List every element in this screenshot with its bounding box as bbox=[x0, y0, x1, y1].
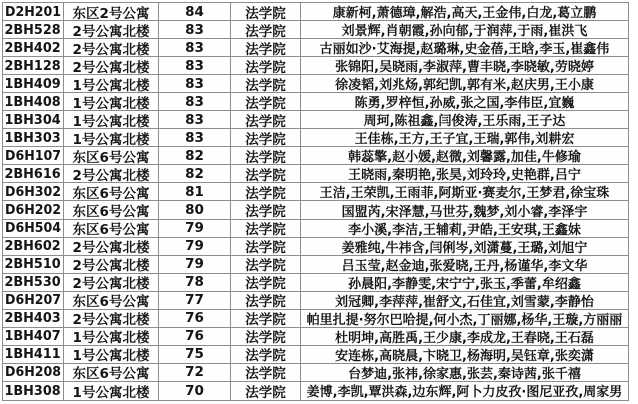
building-cell-text: 1号公寓北楼 bbox=[72, 348, 150, 363]
score-cell bbox=[159, 93, 231, 110]
building-cell bbox=[64, 3, 159, 20]
building-cell-text: 2号公寓北楼 bbox=[72, 41, 150, 57]
residents-names-cell-text: 徐凌韬,刘兆炀,郭纪凯,郭有米,赵庆男,王小康 bbox=[335, 78, 594, 93]
score-cell bbox=[159, 75, 231, 92]
table-row bbox=[3, 201, 628, 219]
building-cell-text: 2号公寓北楼 bbox=[72, 23, 150, 39]
college-cell bbox=[231, 292, 301, 309]
residents-names-cell-text: 姜雅纯,牛祎含,闫俐岑,刘潇蔓,王璐,刘旭宁 bbox=[341, 240, 588, 255]
college-cell-text: 法学院 bbox=[245, 131, 286, 147]
table-row bbox=[3, 75, 628, 93]
score-cell-text: 81 bbox=[185, 183, 204, 200]
college-cell-text: 法学院 bbox=[245, 312, 286, 327]
score-cell-text: 76 bbox=[185, 310, 204, 327]
dorm-score-table bbox=[2, 2, 629, 401]
college-cell-text: 法学院 bbox=[245, 222, 286, 237]
building-cell-text: 1号公寓北楼 bbox=[72, 330, 150, 345]
residents-names-cell bbox=[301, 183, 628, 200]
score-cell-text: 72 bbox=[185, 364, 204, 381]
table-row bbox=[3, 328, 628, 346]
score-cell bbox=[159, 382, 231, 400]
building-cell-text: 1号公寓北楼 bbox=[72, 384, 150, 400]
building-cell-text: 东区6号公寓 bbox=[72, 185, 150, 201]
score-cell-text: 76 bbox=[185, 328, 204, 345]
room-code-cell bbox=[3, 328, 64, 345]
score-cell bbox=[159, 183, 231, 200]
table-row bbox=[3, 346, 628, 364]
room-code-cell bbox=[3, 39, 64, 56]
college-cell-text: 法学院 bbox=[245, 384, 286, 400]
residents-names-cell bbox=[301, 201, 628, 218]
room-code-cell bbox=[3, 75, 64, 92]
college-cell-text: 法学院 bbox=[245, 23, 286, 39]
building-cell bbox=[64, 93, 159, 110]
room-code-cell-text: 1BH409 bbox=[4, 75, 62, 92]
score-cell bbox=[159, 292, 231, 309]
building-cell bbox=[64, 328, 159, 345]
score-cell bbox=[159, 111, 231, 128]
residents-names-cell-text: 陈勇,罗梓恒,孙威,张之国,李伟臣,宜巍 bbox=[354, 96, 575, 111]
score-cell bbox=[159, 39, 231, 56]
residents-names-cell bbox=[301, 147, 628, 164]
college-cell-text: 法学院 bbox=[245, 77, 286, 93]
college-cell bbox=[231, 274, 301, 291]
college-cell bbox=[231, 93, 301, 110]
building-cell bbox=[64, 129, 159, 146]
score-cell-text: 83 bbox=[185, 21, 204, 38]
building-cell bbox=[64, 111, 159, 128]
score-cell-text: 82 bbox=[185, 147, 204, 164]
building-cell-text: 2号公寓北楼 bbox=[72, 312, 150, 327]
room-code-cell bbox=[3, 57, 64, 74]
college-cell bbox=[231, 165, 301, 182]
table-row bbox=[3, 183, 628, 201]
residents-names-cell-text: 帕里扎提·努尔巴哈提,何小杰,丁丽娜,杨华,王璇,方丽丽 bbox=[306, 312, 623, 327]
residents-names-cell bbox=[301, 220, 628, 237]
table-row bbox=[3, 292, 628, 310]
building-cell bbox=[64, 201, 159, 218]
residents-names-cell-text: 杜明坤,高胜禹,王少康,李成龙,王春晓,王石磊 bbox=[335, 330, 594, 345]
score-cell-text: 75 bbox=[185, 346, 204, 363]
table-row bbox=[3, 274, 628, 292]
room-code-cell-text: D6H302 bbox=[4, 183, 62, 200]
building-cell-text: 1号公寓北楼 bbox=[72, 77, 150, 93]
residents-names-cell bbox=[301, 274, 628, 291]
residents-names-cell bbox=[301, 238, 628, 255]
college-cell-text: 法学院 bbox=[245, 240, 286, 255]
residents-names-cell bbox=[301, 57, 628, 74]
room-code-cell-text: 1BH411 bbox=[4, 346, 62, 363]
residents-names-cell-text: 周珂,陈祖鑫,闫俊涛,王乐雨,王子达 bbox=[363, 114, 566, 129]
score-cell bbox=[159, 346, 231, 363]
residents-names-cell bbox=[301, 75, 628, 92]
building-cell-text: 东区6号公寓 bbox=[72, 294, 150, 309]
room-code-cell-text: D6H107 bbox=[4, 147, 62, 164]
building-cell bbox=[64, 364, 159, 381]
score-cell bbox=[159, 310, 231, 327]
score-cell bbox=[159, 57, 231, 74]
building-cell-text: 2号公寓北楼 bbox=[72, 240, 150, 255]
residents-names-cell-text: 王晓雨,秦明艳,张昊,刘玲玲,史艳群,吕宁 bbox=[348, 168, 581, 183]
building-cell bbox=[64, 147, 159, 164]
table-row bbox=[3, 39, 628, 57]
college-cell bbox=[231, 382, 301, 400]
college-cell-text: 法学院 bbox=[245, 149, 286, 165]
building-cell bbox=[64, 165, 159, 182]
college-cell-text: 法学院 bbox=[245, 59, 286, 75]
college-cell bbox=[231, 310, 301, 327]
building-cell bbox=[64, 39, 159, 56]
residents-names-cell-text: 康新柯,萧德璋,解浩,高天,王金伟,白龙,葛立鹏 bbox=[332, 6, 597, 21]
building-cell-text: 1号公寓北楼 bbox=[72, 95, 150, 111]
building-cell bbox=[64, 274, 159, 291]
room-code-cell-text: D6H208 bbox=[4, 364, 62, 381]
building-cell bbox=[64, 21, 159, 38]
building-cell bbox=[64, 75, 159, 92]
room-code-cell bbox=[3, 3, 64, 20]
room-code-cell bbox=[3, 256, 64, 273]
room-code-cell bbox=[3, 21, 64, 38]
building-cell bbox=[64, 346, 159, 363]
residents-names-cell-text: 李小溪,李洁,王辅莉,尹皓,王安琪,王鑫妹 bbox=[348, 222, 581, 237]
room-code-cell bbox=[3, 147, 64, 164]
building-cell-text: 东区2号公寓 bbox=[72, 5, 150, 21]
college-cell-text: 法学院 bbox=[245, 348, 286, 363]
college-cell-text: 法学院 bbox=[245, 366, 286, 381]
score-cell-text: 80 bbox=[185, 202, 204, 218]
residents-names-cell bbox=[301, 21, 628, 38]
residents-names-cell-text: 刘景辉,肖朝霞,孙向郁,于润萍,于雨,崔洪飞 bbox=[341, 24, 588, 39]
building-cell-text: 2号公寓北楼 bbox=[72, 167, 150, 183]
table-row bbox=[3, 364, 628, 382]
residents-names-cell bbox=[301, 364, 628, 381]
score-cell bbox=[159, 129, 231, 146]
building-cell bbox=[64, 292, 159, 309]
table-row bbox=[3, 238, 628, 256]
college-cell-text: 法学院 bbox=[245, 5, 286, 21]
score-cell bbox=[159, 165, 231, 182]
college-cell-text: 法学院 bbox=[245, 276, 286, 291]
score-cell bbox=[159, 364, 231, 381]
college-cell bbox=[231, 75, 301, 92]
residents-names-cell bbox=[301, 382, 628, 400]
residents-names-cell bbox=[301, 292, 628, 309]
room-code-cell-text: D6H202 bbox=[4, 202, 62, 218]
building-cell-text: 2号公寓北楼 bbox=[72, 258, 150, 273]
college-cell-text: 法学院 bbox=[245, 330, 286, 345]
room-code-cell-text: 2BH528 bbox=[4, 21, 62, 38]
room-code-cell bbox=[3, 201, 64, 218]
college-cell-text: 法学院 bbox=[245, 258, 286, 273]
college-cell-text: 法学院 bbox=[245, 294, 286, 309]
residents-names-cell bbox=[301, 3, 628, 20]
college-cell bbox=[231, 183, 301, 200]
room-code-cell bbox=[3, 93, 64, 110]
college-cell bbox=[231, 39, 301, 56]
score-cell bbox=[159, 238, 231, 255]
residents-names-cell-text: 姜博,李凯,覃洪森,边东辉,阿卜力皮孜·图尼亚孜,周家男 bbox=[306, 385, 623, 400]
residents-names-cell-text: 张锦阳,吴晓雨,李淑萍,曹丰晓,李晓敏,劳晓婷 bbox=[335, 60, 594, 75]
room-code-cell bbox=[3, 220, 64, 237]
residents-names-cell bbox=[301, 39, 628, 56]
table-row bbox=[3, 129, 628, 147]
building-cell-text: 东区6号公寓 bbox=[72, 366, 150, 381]
room-code-cell-text: 2BH403 bbox=[4, 310, 62, 327]
residents-names-cell bbox=[301, 328, 628, 345]
table-row bbox=[3, 310, 628, 328]
score-cell-text: 79 bbox=[185, 220, 204, 237]
residents-names-cell-text: 王洁,王荣凯,王雨菲,阿斯亚·赛麦尔,王梦君,徐宝珠 bbox=[319, 186, 610, 201]
college-cell bbox=[231, 111, 301, 128]
residents-names-cell bbox=[301, 111, 628, 128]
room-code-cell bbox=[3, 238, 64, 255]
score-cell bbox=[159, 21, 231, 38]
room-code-cell bbox=[3, 292, 64, 309]
building-cell bbox=[64, 382, 159, 400]
table-row bbox=[3, 3, 628, 21]
building-cell-text: 东区6号公寓 bbox=[72, 222, 150, 237]
room-code-cell bbox=[3, 364, 64, 381]
room-code-cell-text: 2BH128 bbox=[4, 57, 62, 74]
college-cell bbox=[231, 256, 301, 273]
score-cell-text: 70 bbox=[185, 382, 204, 399]
college-cell-text: 法学院 bbox=[245, 185, 286, 201]
college-cell bbox=[231, 220, 301, 237]
college-cell bbox=[231, 3, 301, 20]
building-cell-text: 东区6号公寓 bbox=[72, 204, 150, 219]
residents-names-cell bbox=[301, 165, 628, 182]
room-code-cell-text: D6H504 bbox=[4, 220, 62, 237]
table-row bbox=[3, 382, 628, 400]
score-cell-text: 77 bbox=[185, 292, 204, 309]
room-code-cell-text: 1BH308 bbox=[4, 382, 62, 399]
score-cell-text: 82 bbox=[185, 165, 204, 182]
score-cell-text: 83 bbox=[185, 129, 204, 146]
college-cell-text: 法学院 bbox=[245, 204, 286, 219]
room-code-cell bbox=[3, 346, 64, 363]
college-cell bbox=[231, 238, 301, 255]
table-row bbox=[3, 21, 628, 39]
room-code-cell-text: 1BH407 bbox=[4, 328, 62, 345]
building-cell bbox=[64, 57, 159, 74]
score-cell bbox=[159, 256, 231, 273]
table-row bbox=[3, 111, 628, 129]
building-cell-text: 1号公寓北楼 bbox=[72, 131, 150, 147]
college-cell bbox=[231, 328, 301, 345]
score-cell-text: 83 bbox=[185, 111, 204, 128]
room-code-cell-text: 1BH304 bbox=[4, 111, 62, 128]
table-row bbox=[3, 147, 628, 165]
score-cell bbox=[159, 3, 231, 20]
college-cell bbox=[231, 346, 301, 363]
residents-names-cell-text: 刘冠卿,李萍萍,崔舒文,石佳宜,刘雪蒙,李静怡 bbox=[335, 294, 594, 309]
college-cell bbox=[231, 201, 301, 218]
room-code-cell bbox=[3, 310, 64, 327]
table-row bbox=[3, 165, 628, 183]
score-cell-text: 79 bbox=[185, 238, 204, 255]
room-code-cell-text: D2H201 bbox=[4, 3, 62, 20]
building-cell-text: 2号公寓北楼 bbox=[72, 59, 150, 75]
room-code-cell-text: 1BH303 bbox=[4, 129, 62, 146]
score-cell-text: 79 bbox=[185, 256, 204, 273]
room-code-cell bbox=[3, 382, 64, 400]
building-cell bbox=[64, 220, 159, 237]
residents-names-cell-text: 安连栋,高晓晨,卞晓卫,杨海明,吴钰章,张奕潇 bbox=[335, 348, 594, 363]
college-cell bbox=[231, 129, 301, 146]
table-row bbox=[3, 93, 628, 111]
building-cell-text: 2号公寓北楼 bbox=[72, 276, 150, 291]
score-cell-text: 84 bbox=[185, 3, 204, 20]
college-cell-text: 法学院 bbox=[245, 95, 286, 111]
room-code-cell bbox=[3, 183, 64, 200]
residents-names-cell bbox=[301, 93, 628, 110]
score-cell-text: 83 bbox=[185, 57, 204, 74]
residents-names-cell-text: 古丽如沙·艾海提,赵璐琳,史金蓓,王晗,李玉,崔鑫伟 bbox=[319, 42, 610, 57]
room-code-cell bbox=[3, 129, 64, 146]
room-code-cell bbox=[3, 165, 64, 182]
residents-names-cell-text: 孙晨阳,李静雯,宋宁宁,张玉,季蕾,牟绍鑫 bbox=[348, 276, 581, 291]
score-cell bbox=[159, 274, 231, 291]
residents-names-cell bbox=[301, 346, 628, 363]
score-cell-text: 83 bbox=[185, 39, 204, 56]
table-row bbox=[3, 57, 628, 75]
building-cell-text: 1号公寓北楼 bbox=[72, 113, 150, 129]
room-code-cell-text: 2BH616 bbox=[4, 165, 62, 182]
building-cell bbox=[64, 310, 159, 327]
college-cell bbox=[231, 147, 301, 164]
table-row bbox=[3, 256, 628, 274]
building-cell bbox=[64, 256, 159, 273]
college-cell bbox=[231, 21, 301, 38]
residents-names-cell-text: 王佳栋,王方,王子宜,王瑞,郭伟,刘耕宏 bbox=[354, 132, 575, 147]
score-cell bbox=[159, 147, 231, 164]
score-cell-text: 78 bbox=[185, 274, 204, 291]
room-code-cell-text: 2BH510 bbox=[4, 256, 62, 273]
residents-names-cell bbox=[301, 129, 628, 146]
building-cell bbox=[64, 238, 159, 255]
college-cell-text: 法学院 bbox=[245, 167, 286, 183]
room-code-cell bbox=[3, 274, 64, 291]
college-cell-text: 法学院 bbox=[245, 41, 286, 57]
building-cell bbox=[64, 183, 159, 200]
residents-names-cell-text: 韩蕊擎,赵小媛,赵微,刘馨露,加佳,牛修瑜 bbox=[348, 150, 581, 165]
score-cell bbox=[159, 328, 231, 345]
room-code-cell-text: D6H207 bbox=[4, 292, 62, 309]
room-code-cell-text: 2BH402 bbox=[4, 39, 62, 56]
building-cell-text: 东区6号公寓 bbox=[72, 149, 150, 165]
room-code-cell-text: 1BH408 bbox=[4, 93, 62, 110]
residents-names-cell-text: 吕玉莹,赵金迪,张爱晓,王丹,杨谨华,李文华 bbox=[341, 258, 588, 273]
residents-names-cell-text: 国盟芮,宋泽慧,马世芬,魏梦,刘小睿,李泽宇 bbox=[341, 204, 588, 219]
room-code-cell-text: 2BH530 bbox=[4, 274, 62, 291]
score-cell-text: 83 bbox=[185, 93, 204, 110]
score-cell bbox=[159, 220, 231, 237]
score-cell-text: 83 bbox=[185, 75, 204, 92]
room-code-cell bbox=[3, 111, 64, 128]
room-code-cell-text: 2BH602 bbox=[4, 238, 62, 255]
residents-names-cell bbox=[301, 310, 628, 327]
college-cell bbox=[231, 57, 301, 74]
table-row bbox=[3, 220, 628, 238]
college-cell-text: 法学院 bbox=[245, 113, 286, 129]
residents-names-cell-text: 台梦迪,张祎,徐家惠,张芸,秦诗茜,张千禧 bbox=[348, 366, 581, 381]
score-cell bbox=[159, 201, 231, 218]
residents-names-cell bbox=[301, 256, 628, 273]
college-cell bbox=[231, 364, 301, 381]
